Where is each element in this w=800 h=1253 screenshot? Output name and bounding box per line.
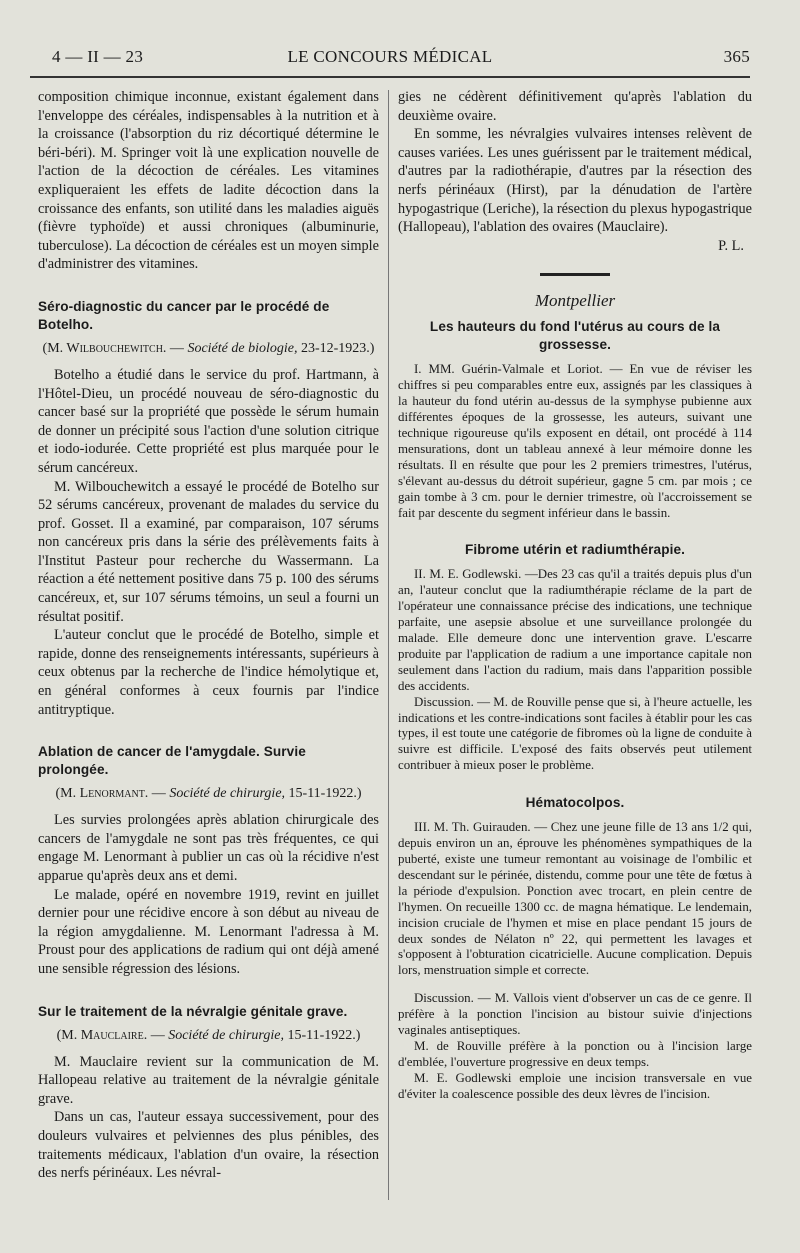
section-title-amygdale: Ablation de cancer de l'amygdale. Survie prolongée. [38, 744, 306, 778]
paragraph: III. M. Th. Guirauden. — Chez une jeune fille de 13 ans 1/2 qui, depuis environ un an, éprouve les phénomènes sympathiques de la puberté, existe une tumeur remontant au voisinage de l'ombilic et descendant sur le périnée, distendu, comme pour une tête de fœtus à la période d'expulsion. Ponction avec trocart, en plein centre de l'hymen. On recueille 1300 cc. de magna hématique. Le lendemain, incision cruciale de l'hymen et mise en place pendant 15 jours de deux sondes de Nélaton nº 22, qui permettent les lavages et s'opposent à l'obturation cicatricielle. Aucune complication. Depuis lors, menstruation simple et correcte. [398, 820, 752, 978]
paragraph: Discussion. — M. de Rouville pense que si, à l'heure actuelle, les indications et les contre-indications sont faciles à établir pour les cas types, il est toute une catégorie de fibromes où la ligne de conduite à suivre est difficile. L'exposé des faits observés peut utilement contribuer à mieux poser le problème. [398, 694, 752, 773]
paragraph: Les survies prolongées après ablation chirurgicale des cancers de l'amygdale ne sont pas très fréquentes, ce qui engage M. Lenormant à publier un cas où la récidive n'est apparue qu'après deux ans et demi. [38, 812, 379, 884]
section-title-fibrome: Fibrome utérin et radiumthérapie. [464, 542, 686, 558]
paragraph: Botelho a étudié dans le service du prof. Hartmann, à l'Hôtel-Dieu, un procédé nouveau de séro-diagnostic du cancer basé sur la propriété que possède le sérum humain de donner un précipité sous l'action d'une solution citrique et iodo-iodurée. Cette propriété est plus marquée pour le sérum cancéreux. [38, 366, 379, 476]
section-separator [540, 273, 610, 276]
left-column [38, 88, 379, 1208]
section-reference: (M. Wilbouchewitch. — Société de biologie, 23-12-1923.) [42, 340, 375, 356]
paragraph: M. Mauclaire revient sur la communication de M. Hallopeau relative au traitement de la névralgie génitale grave. [38, 1053, 379, 1107]
paragraph: En somme, les névralgies vulvaires intenses relèvent de causes variées. Les unes guérissent par le traitement médical, d'autres par la radiothérapie, d'autres par la résection des nerfs périnéaux (Hirst), par la dénudation de l'artère hypogastrique (Leriche), la résection du plexus hypogastrique (Hallopeau), l'ablation des ovaires (Mauclaire). [398, 126, 752, 236]
section-title-sero-diagnostic: Séro-diagnostic du cancer par le procédé de Botelho. [38, 298, 330, 332]
paragraph: M. Wilbouchewitch a essayé le procédé de Botelho sur 52 sérums cancéreux, provenant de malades du service du prof. Gosset. Il a examiné, par comparaison, 107 sérums non cancéreux pris dans la série des prélèvements faits à l'Institut Pasteur pour recherche du Wassermann. La réaction a été nettement positive dans 75 p. 100 des sérums cancéreux, et, sur 107 sérums témoins, un seul a fourni un résultat positif. [38, 478, 379, 625]
page-number: 365 [723, 47, 750, 66]
section-title-hematocolpos: Hématocolpos. [525, 795, 625, 811]
paragraph: Discussion. — M. Vallois vient d'observer un cas de ce genre. Il préfère à la ponction l'incision au bistour suivie d'injections vaginales antiseptiques. [398, 991, 752, 1038]
paragraph: L'auteur conclut que le procédé de Botelho, simple et rapide, donne des renseignements intéressants, supérieurs à ceux obtenus par la recherche de l'indice hémolytique et, en général conformes à ceux fournis par l'indice antitryptique. [38, 627, 379, 718]
section-title-nevralgie: Sur le traitement de la névralgie génitale grave. [38, 1003, 348, 1019]
section-reference: (M. Mauclaire. — Société de chirurgie, 15-11-1922.) [56, 1027, 361, 1043]
header-rule [30, 76, 750, 78]
issue-number: 4 — II — 23 [52, 47, 144, 66]
city-heading: Montpellier [534, 291, 616, 311]
section-title-uterus: Les hauteurs du fond l'utérus au cours de la grossesse. [429, 319, 721, 353]
paragraph: I. MM. Guérin-Valmale et Loriot. — En vue de réviser les chiffres si peu comparables entre eux, assignés par les classiques à la hauteur du fond utérin au-dessus de la symphyse pubienne aux différentes époques de la grossesse, les auteurs, suivant une technique rigoureuse qu'ils exposent en détail, ont procédé à 114 mensurations, dont un tableau annexé à leur mémoire donne les résultats. Il en résulte que pour les 2 premiers trimestres, l'utérus, s'élevant au-dessus du détroit supérieur, gagne 5 cm. par mois ; ce gain tombe à 3 cm. pour le dernier trimestre, où l'accroissement se fait par descente du segment inférieur dans le bassin. [398, 362, 752, 520]
column-divider [388, 90, 389, 1200]
signature: P. L. [718, 237, 744, 254]
paragraph: Le malade, opéré en novembre 1919, revint en juillet dernier pour une récidive encore à son début au niveau de la région amygdalienne. M. Lenormant l'adressa à M. Proust pour des applications de radium qui ont déjà amené une sensible régression des lésions. [38, 886, 379, 977]
section-reference: (M. Lenormant. — Société de chirurgie, 15-11-1922.) [55, 786, 362, 802]
paragraph: M. E. Godlewski emploie une incision transversale en vue d'éviter la coalescence possible des deux lèvres de l'incision. [398, 1070, 752, 1101]
paragraph: M. de Rouville préfère à la ponction ou à l'incision large d'emblée, l'ouverture progressive en deux temps. [398, 1038, 752, 1069]
journal-title: LE CONCOURS MÉDICAL [287, 47, 493, 66]
paragraph: Dans un cas, l'auteur essaya successivement, pour des douleurs vulvaires et pelviennes des plus pénibles, des traitements médicaux, l'ablation d'un ovaire, la résection des nerfs périnéaux. Les névral- [38, 1109, 379, 1182]
intro-paragraph: composition chimique inconnue, existant également dans l'enveloppe des céréales, indispensables à la nutrition et à la croissance (l'absorption du riz décortiqué détermine le béri-béri). M. Springer voit là une explication nouvelle de l'action de la décoction de céréales. Les vitamines expliqueraient les effets de ladite décoction dans la croissance des enfants, son utilité dans les maladies aiguës (fièvre typhoïde) et aussi chroniques (albuminurie, tuberculose). La décoction de céréales est un moyen simple d'administrer des vitamines. [38, 89, 379, 273]
right-column [398, 88, 752, 1208]
paragraph: II. M. E. Godlewski. —Des 23 cas qu'il a traités depuis plus d'un an, l'auteur conclut que la radiumthérapie réclame de la part de l'opérateur une connaissance précise des indications, une technique parfaite, une asepsie absolue et une surveillance prolongée du malade. Elle demeure donc une intervention grave. L'escarre produite par l'application de radium a une importance capitale non seulement dans l'action du radium, mais dans l'apparition possible des accidents. [398, 567, 752, 693]
running-header [30, 47, 750, 73]
paragraph: gies ne cédèrent définitivement qu'après l'ablation du deuxième ovaire. [398, 89, 752, 124]
